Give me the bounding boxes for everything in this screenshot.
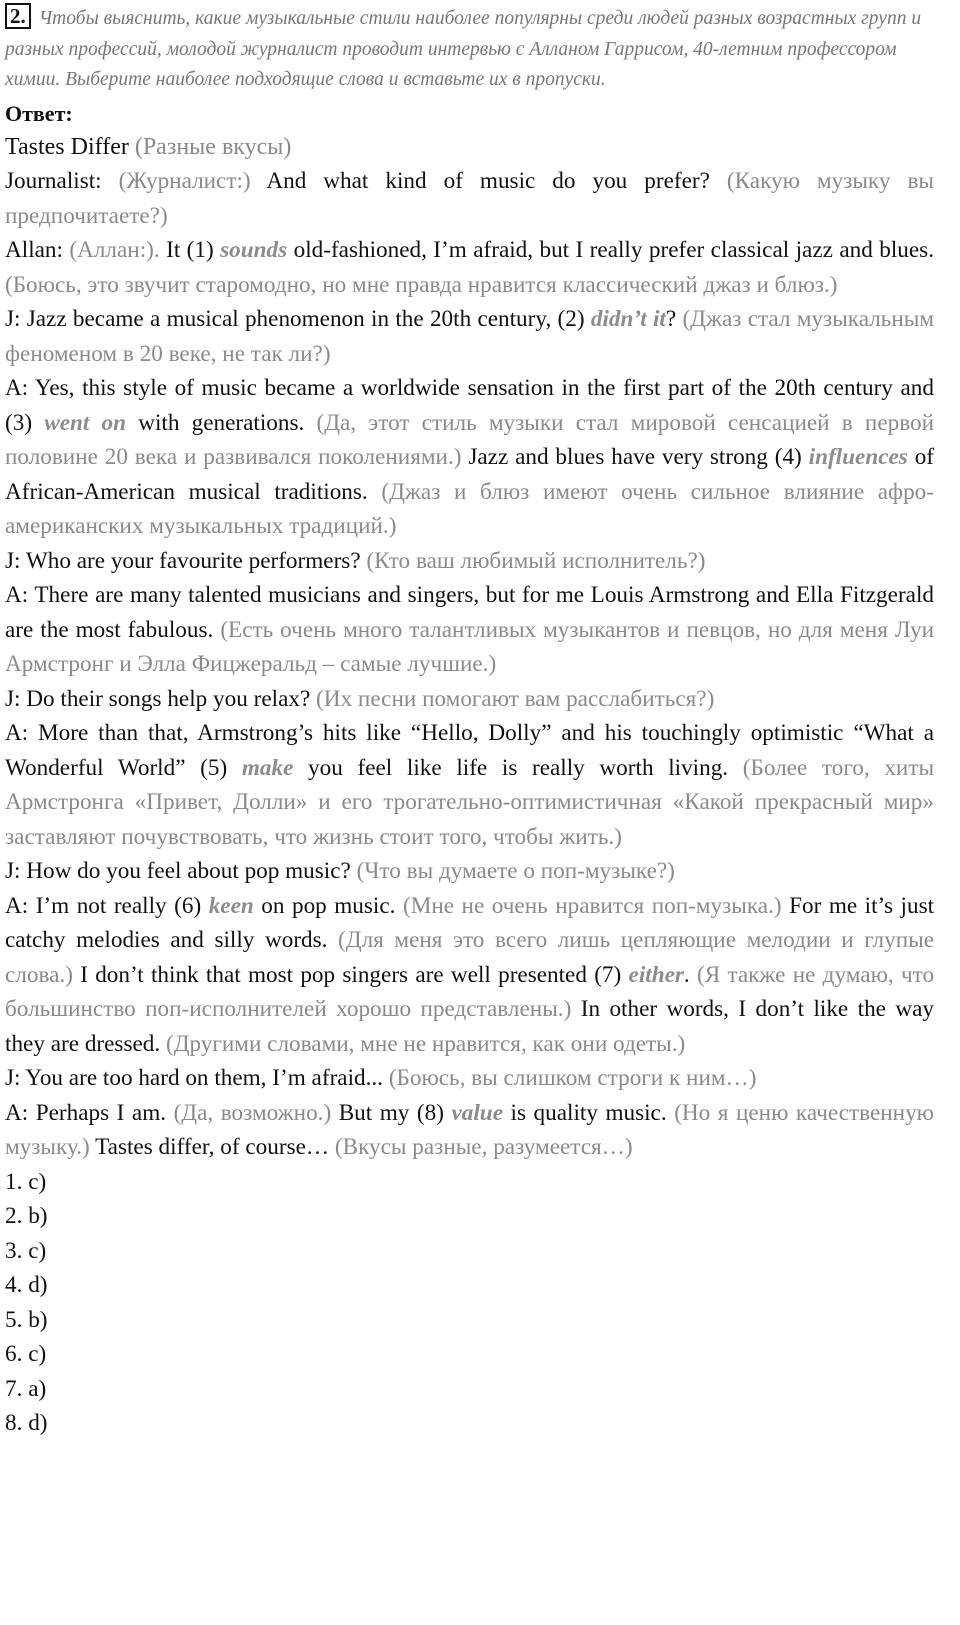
translation: (Кто ваш любимый исполнитель?) <box>366 547 706 574</box>
dialogue-line-2 <box>5 233 934 302</box>
translation: (Другими словами, мне не нравится, как они одеты.) <box>165 1030 686 1057</box>
answer-word: didn’t it <box>590 306 666 332</box>
translation: (Я также не думаю, что большинство поп-исполнителей хорошо представлены.) <box>5 961 935 1022</box>
answer-key: 5. b) <box>5 1306 48 1333</box>
title-en: Tastes Differ <box>5 133 129 160</box>
translation: (Боюсь, это звучит старомодно, но мне правда нравится классический джаз и блюз.) <box>5 271 838 298</box>
line-text: J: Do their songs help you relax? <box>5 685 311 712</box>
dialogue-line-11 <box>5 1061 934 1096</box>
dialogue <box>5 130 934 1165</box>
answer-key: 3. c) <box>5 1237 47 1264</box>
dialogue-line-1 <box>5 164 934 233</box>
dialogue-line-5 <box>5 544 934 579</box>
translation: (Какую музыку вы предпочитаете?) <box>5 168 934 229</box>
line-text: For me it’s just catchy melodies and silly words. <box>5 892 935 953</box>
dialogue-line-6 <box>5 578 934 682</box>
translation: (Джаз и блюз имеют очень сильное влияние афро-американских музыкальных традиций.) <box>5 478 934 539</box>
title-ru: (Разные вкусы) <box>134 133 292 160</box>
dialogue-line-3 <box>5 302 934 371</box>
translation: (Да, возможно.) <box>173 1099 332 1126</box>
dialogue-line-7 <box>5 682 934 717</box>
line-text: A: Yes, this style of music became a worldwide sensation in the first part of the 20th century and (3) <box>5 375 934 436</box>
translation: (Более того, хиты Армстронга «Привет, Долли» и его трогательно-оптимистичная «Какой прекрасный мир» заставляют почувствовать, что жизнь стоит того, чтобы жить.) <box>5 754 935 850</box>
line-text: A: More than that, Armstrong’s hits like “Hello, Dolly” and his touchingly optimistic “What a Wonderful World” (5) <box>5 720 934 781</box>
line-text: But my (8) <box>338 1099 444 1126</box>
dialogue-line-8 <box>5 716 934 854</box>
line-text: A: There are many talented musicians and singers, but for me Louis Armstrong and Ella Fitzgerald are the most fabulous. <box>5 582 934 643</box>
speaker: Journalist: <box>5 168 102 194</box>
answer-keys <box>5 1165 934 1441</box>
line-text: A: I’m not really (6) <box>5 892 202 919</box>
line-text: on pop music. <box>261 892 396 919</box>
dialogue-line-4 <box>5 371 934 544</box>
line-text: Jazz and blues have very strong (4) <box>468 444 802 470</box>
translation: (Мне не очень нравится поп-музыка.) <box>402 892 782 919</box>
line-text: J: Who are your favourite performers? <box>5 547 361 574</box>
answer-word: keen <box>208 892 254 919</box>
answer-key: 7. a) <box>5 1375 47 1402</box>
line-text: I don’t think that most pop singers are well presented (7) <box>80 961 622 988</box>
translation: (Аллан:). <box>69 237 160 263</box>
translation: (Есть очень много талантливых музыкантов и певцов, но для меня Луи Армстронг и Элла Фицжеральд – самые лучшие.) <box>5 616 934 677</box>
answer-word: value <box>451 1099 503 1126</box>
line-text: Tastes differ, of course… <box>95 1134 330 1160</box>
line-text: ? <box>665 306 677 332</box>
translation: (Их песни помогают вам расслабиться?) <box>316 685 715 712</box>
answer-label: Ответ: <box>5 100 73 126</box>
line-text: J: You are too hard on them, I’m afraid... <box>5 1065 384 1091</box>
answer-key: 1. c) <box>5 1168 47 1195</box>
answer-word: went on <box>44 409 127 436</box>
line-text: of African-American musical traditions. <box>5 444 935 505</box>
line-text: . <box>683 961 690 988</box>
translation: (Вкусы разные, разумеется…) <box>334 1134 633 1160</box>
dialogue-line-9 <box>5 854 934 889</box>
dialogue-line-10 <box>5 889 934 1062</box>
line-text: J: Jazz became a musical phenomenon in the 20th century, (2) <box>5 306 585 332</box>
answer-word: either <box>628 961 684 988</box>
translation: (Но я ценю качественную музыку.) <box>5 1099 935 1160</box>
line-text: is quality music. <box>510 1099 667 1126</box>
answer-key: 2. b) <box>5 1203 48 1229</box>
translation: (Для меня это всего лишь цепляющие мелодии и глупые слова.) <box>5 927 935 988</box>
answer-key: 8. d) <box>5 1410 48 1436</box>
translation: (Журналист:) <box>118 168 251 194</box>
dialogue-title <box>5 130 934 165</box>
answer-word: make <box>241 754 294 781</box>
translation: (Боюсь, вы слишком строги к ним…) <box>388 1065 757 1091</box>
speaker: Allan: <box>5 237 63 263</box>
line-text: with generations. <box>138 409 305 436</box>
line-text: And what kind of music do you prefer? <box>266 168 710 194</box>
line-text: you feel like life is really worth living. <box>308 754 729 781</box>
task-instruction <box>5 3 934 96</box>
answer-key: 6. c) <box>5 1341 47 1367</box>
task-number: 2. <box>5 3 31 29</box>
line-text: It (1) <box>166 237 214 263</box>
answer-word: influences <box>808 444 908 470</box>
dialogue-line-12 <box>5 1096 934 1165</box>
line-text: A: Perhaps I am. <box>5 1099 167 1126</box>
line-text: J: How do you feel about pop music? <box>5 858 351 884</box>
task-text: Чтобы выяснить, какие музыкальные стили наиболее популярны среди людей разных возрастных групп и разных профессий, молодой журналист проводит интервью с Алланом Гаррисом, 40-летним профессором химии. Выберите наиболее подходящие слова и вставьте их в пропуски. <box>5 8 922 90</box>
answer-word: sounds <box>220 237 288 263</box>
line-text: In other words, I don’t like the way they are dressed. <box>5 996 934 1057</box>
translation: (Что вы думаете о поп-музыке?) <box>356 858 675 884</box>
translation: (Да, этот стиль музыки стал мировой сенсацией в первой половине 20 века и развивался поколениями.) <box>5 409 934 470</box>
answer-key: 4. d) <box>5 1272 48 1298</box>
translation: (Джаз стал музыкальным феноменом в 20 веке, не так ли?) <box>5 306 935 367</box>
line-text: old-fashioned, I’m afraid, but I really prefer classical jazz and blues. <box>293 237 934 263</box>
